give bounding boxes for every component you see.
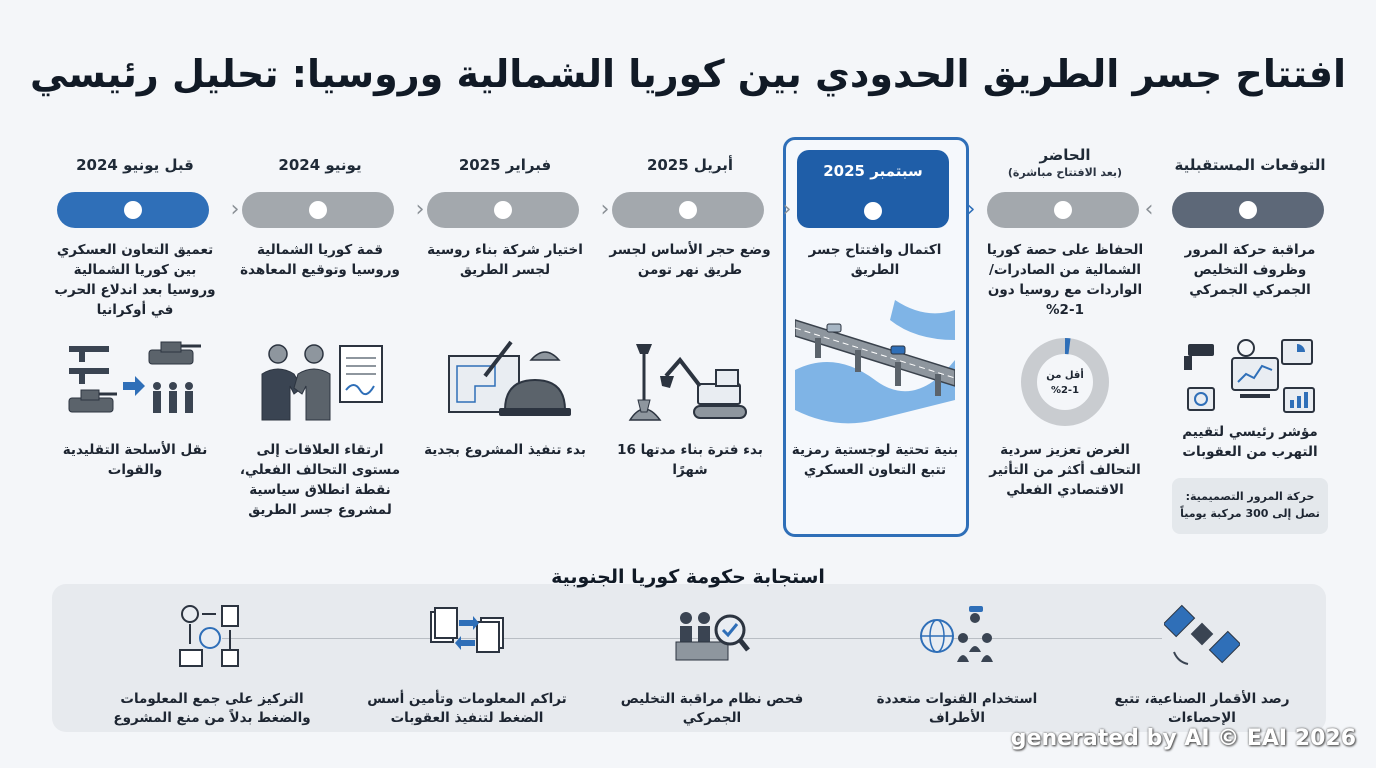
stage-note: نقل الأسلحة التقليدية والقوات xyxy=(62,442,208,478)
info-flow-icon xyxy=(174,604,250,668)
excavator-icon xyxy=(620,336,760,426)
chevron-right-icon: › xyxy=(600,197,610,222)
stage-note: مؤشر رئيسي لتقييم التهرب من العقوبات xyxy=(1182,424,1318,460)
timeline-stage-april-2025 xyxy=(600,140,780,560)
response-title: استجابة حكومة كوريا الجنوبية xyxy=(551,566,825,588)
stage-note: بدء تنفيذ المشروع بجدية xyxy=(424,442,586,458)
chevron-left-icon: ‹ xyxy=(1144,197,1154,222)
donut-label-line2: %2-1 xyxy=(1050,385,1080,396)
response-item-satellite xyxy=(1092,598,1312,728)
timeline-marker xyxy=(987,192,1139,228)
design-traffic-box: حركة المرور التصميمية: تصل إلى 300 مركبة يومياً xyxy=(1172,478,1328,534)
monitoring-icon xyxy=(1180,336,1320,426)
timeline-marker xyxy=(427,192,579,228)
timeline-marker xyxy=(1172,192,1324,228)
stage-note: ارتقاء العلاقات إلى مستوى التحالف الفعلي، نقطة انطلاق سياسية لمشروع جسر الطريق xyxy=(239,442,401,518)
stage-date: قبل يونيو 2024 xyxy=(76,156,194,174)
blueprint-helmet-icon xyxy=(435,336,575,426)
chevron-right-icon: › xyxy=(782,197,792,222)
response-text: استخدام القنوات متعددة الأطراف xyxy=(876,691,1038,726)
timeline-stage-future xyxy=(1160,140,1340,560)
weapons-troops-icon xyxy=(65,336,205,426)
chevron-right-icon: › xyxy=(966,197,976,222)
stage-description: اختيار شركة بناء روسية لجسر الطريق xyxy=(427,242,583,278)
bridge-icon xyxy=(795,300,955,430)
timeline-stage-june-2024 xyxy=(230,140,410,560)
stage-description: قمة كوريا الشمالية وروسيا وتوقيع المعاهدة xyxy=(240,242,400,278)
timeline-stage-september-2025 xyxy=(785,140,965,560)
response-item-info-accumulation xyxy=(357,598,577,728)
stage-note: الغرض تعزيز سردية التحالف أكثر من التأثير الاقتصادي الفعلي xyxy=(989,442,1141,498)
stage-description: تعميق التعاون العسكري بين كوريا الشمالية وروسيا بعد اندلاع الحرب في أوكرانيا xyxy=(54,242,216,318)
page-title: افتتاح جسر الطريق الحدودي بين كوريا الشمالية وروسيا: تحليل رئيسي xyxy=(29,52,1347,96)
stage-description: مراقبة حركة المرور وظروف التخليص الجمركي الجمركي xyxy=(1184,242,1316,298)
stage-description: اكتمال وافتتاح جسر الطريق xyxy=(808,242,942,278)
timeline-marker xyxy=(797,150,949,228)
stage-date: أبريل 2025 xyxy=(646,156,734,174)
globe-network-icon xyxy=(919,604,995,668)
response-item-info-gathering xyxy=(102,598,322,728)
timeline-stage-before-june-2024 xyxy=(45,140,225,560)
stage-date: يونيو 2024 xyxy=(278,156,362,174)
stage-date: التوقعات المستقبلية xyxy=(1174,156,1326,174)
timeline-marker xyxy=(242,192,394,228)
response-item-customs xyxy=(602,598,822,728)
donut-label-line1: أقل من xyxy=(1046,370,1084,381)
satellite-icon xyxy=(1164,604,1240,668)
stage-note: بدء فترة بناء مدتها 16 شهرًا xyxy=(617,442,763,478)
timeline-stage-february-2025 xyxy=(415,140,595,560)
south-korea-response-panel xyxy=(52,584,1326,732)
donut-chart-icon xyxy=(1019,336,1111,428)
stage-date: الحاضر (بعد الافتتاح مباشرة) xyxy=(975,146,1155,182)
response-text: رصد الأقمار الصناعية، تتبع الإحصاءات xyxy=(1114,691,1290,726)
stage-subdate: (بعد الافتتاح مباشرة) xyxy=(1007,166,1123,179)
response-text: تراكم المعلومات وتأمين أسس الضغط لتنفيذ العقوبات xyxy=(367,691,567,726)
timeline-marker xyxy=(612,192,764,228)
ai-credit-watermark: generated by AI © EAI 2026 xyxy=(1010,726,1356,751)
stage-note: بنية تحتية لوجستية رمزية تتبع التعاون العسكري xyxy=(791,442,959,478)
customs-inspection-icon xyxy=(674,604,750,668)
chevron-right-icon: › xyxy=(230,197,240,222)
response-text: فحص نظام مراقبة التخليص الجمركي xyxy=(620,691,804,726)
documents-exchange-icon xyxy=(429,604,505,668)
stage-date: فبراير 2025 xyxy=(458,156,552,174)
timeline-marker xyxy=(57,192,209,228)
handshake-treaty-icon xyxy=(250,336,390,426)
timeline-stage-present xyxy=(975,140,1155,560)
stage-description: وضع حجر الأساس لجسر طريق نهر تومن xyxy=(609,242,771,278)
stage-description: الحفاظ على حصة كوريا الشمالية من الصادرات/الواردات مع روسيا دون 1-2% xyxy=(986,242,1144,318)
stage-date-highlighted: سبتمبر 2025 xyxy=(823,162,923,180)
response-text: التركيز على جمع المعلومات والضغط بدلاً من منع المشروع xyxy=(113,691,311,726)
chevron-right-icon: › xyxy=(415,197,425,222)
timeline xyxy=(40,140,1340,560)
response-item-multilateral xyxy=(847,598,1067,728)
